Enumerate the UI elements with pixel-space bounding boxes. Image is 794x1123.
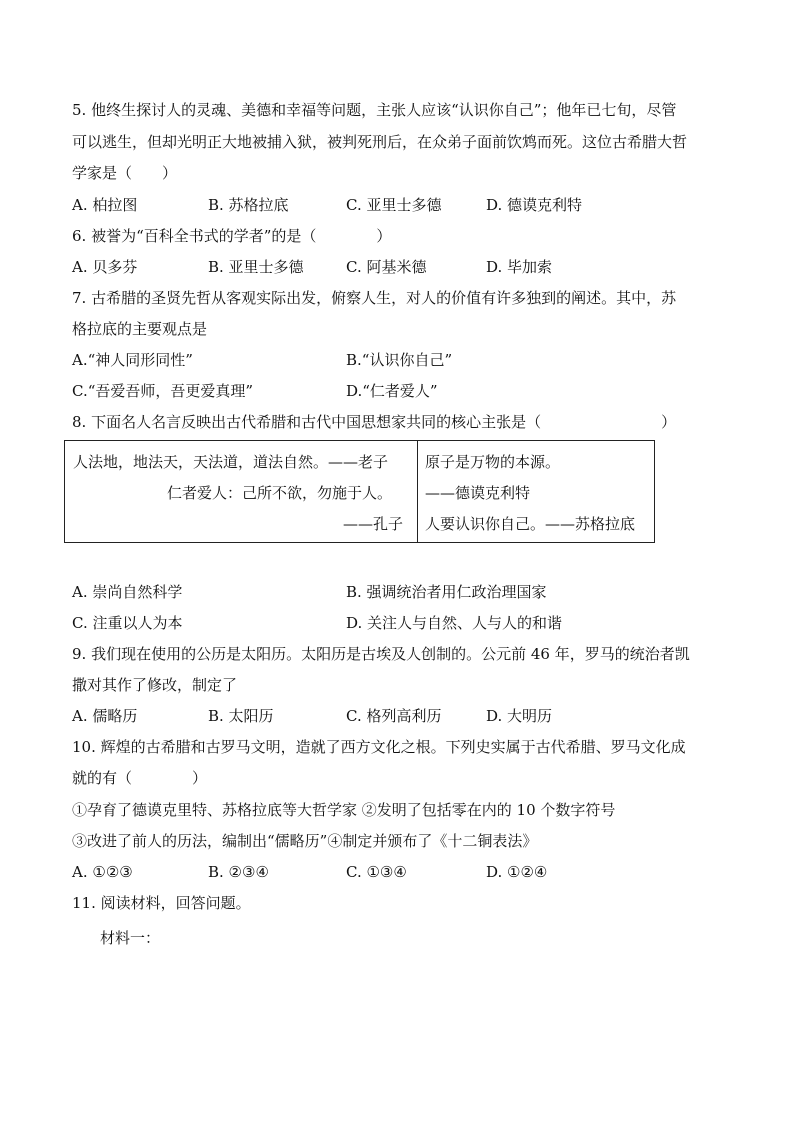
q6-option-a: A. 贝多芬 — [72, 258, 138, 276]
q7-stem-line2: 格拉底的主要观点是 — [72, 320, 208, 338]
q9-option-a: A. 儒略历 — [72, 707, 138, 725]
q10-statement-line1: ①孕育了德谟克里特、苏格拉底等大哲学家 ②发明了包括零在内的 10 个数字符号 — [72, 801, 616, 819]
q9-stem-line1: 9. 我们现在使用的公历是太阳历。太阳历是古埃及人创制的。公元前 46 年，罗马的统治者凯 — [72, 645, 690, 663]
q6-option-b: B. 亚里士多德 — [208, 258, 304, 276]
q5-stem-line3: 学家是（ ） — [72, 164, 178, 182]
q7-option-a: A.“神人同形同性” — [72, 351, 193, 369]
socrates-quote: 人要认识你自己。——苏格拉底 — [425, 515, 636, 533]
democritus-quote: 原子是万物的本源。 — [425, 453, 561, 471]
q6-option-c: C. 阿基米德 — [346, 258, 427, 276]
q8-option-b: B. 强调统治者用仁政治理国家 — [346, 583, 547, 601]
q5-option-c: C. 亚里士多德 — [346, 196, 442, 214]
q10-option-a: A. ①②③ — [72, 863, 133, 881]
q6-stem: 6. 被誉为“百科全书式的学者”的是（ ） — [72, 227, 392, 245]
q9-option-c: C. 格列高利历 — [346, 707, 442, 725]
q8-option-c: C. 注重以人为本 — [72, 614, 183, 632]
q7-stem-line1: 7. 古希腊的圣贤先哲从客观实际出发，俯察人生，对人的价值有许多独到的阐述。其中，苏 — [72, 289, 677, 307]
q5-stem-line2: 可以逃生，但却光明正大地被捕入狱，被判死刑后，在众弟子面前饮鸩而死。这位古希腊大哲 — [72, 133, 688, 151]
q10-stem-line1: 10. 辉煌的古希腊和古罗马文明，造就了西方文化之根。下列史实属于古代希腊、罗马文化成 — [72, 738, 686, 756]
laozi-quote: 人法地，地法天，天法道，道法自然。——老子 — [73, 453, 389, 471]
q10-option-c: C. ①③④ — [346, 863, 407, 881]
q5-option-b: B. 苏格拉底 — [208, 196, 289, 214]
q8-option-a: A. 崇尚自然科学 — [72, 583, 183, 601]
democritus-attribution: ——德谟克利特 — [425, 484, 531, 502]
q6-option-d: D. 毕加索 — [486, 258, 553, 276]
q11-stem: 11. 阅读材料，回答问题。 — [72, 894, 251, 912]
q9-option-b: B. 太阳历 — [208, 707, 274, 725]
q10-statement-line2: ③改进了前人的历法，编制出“儒略历”④制定并颁布了《十二铜表法》 — [72, 832, 538, 850]
q7-option-d: D.“仁者爱人” — [346, 382, 438, 400]
q10-option-d: D. ①②④ — [486, 863, 548, 881]
q5-stem-line1: 5. 他终生探讨人的灵魂、美德和幸福等问题，主张人应该“认识你自己”；他年已七旬，尽管 — [72, 101, 677, 119]
q5-option-d: D. 德谟克利特 — [486, 196, 583, 214]
q8-option-d: D. 关注人与自然、人与人的和谐 — [346, 614, 563, 632]
q7-option-c: C.“吾爱吾师，吾更爱真理” — [72, 382, 254, 400]
q7-option-b: B.“认识你自己” — [346, 351, 453, 369]
q10-option-b: B. ②③④ — [208, 863, 269, 881]
q9-option-d: D. 大明历 — [486, 707, 553, 725]
q9-stem-line2: 撒对其作了修改，制定了 — [72, 676, 238, 694]
q10-stem-line2: 就的有（ ） — [72, 769, 208, 787]
q5-option-a: A. 柏拉图 — [72, 196, 138, 214]
table-divider — [417, 441, 418, 542]
q11-material-label: 材料一： — [100, 929, 161, 947]
confucius-quote: 仁者爱人：己所不欲，勿施于人。 — [167, 484, 393, 502]
q8-stem: 8. 下面名人名言反映出古代希腊和古代中国思想家共同的核心主张是（ ） — [72, 413, 677, 431]
confucius-attribution: ——孔子 — [343, 515, 404, 533]
quotes-table — [64, 440, 655, 543]
